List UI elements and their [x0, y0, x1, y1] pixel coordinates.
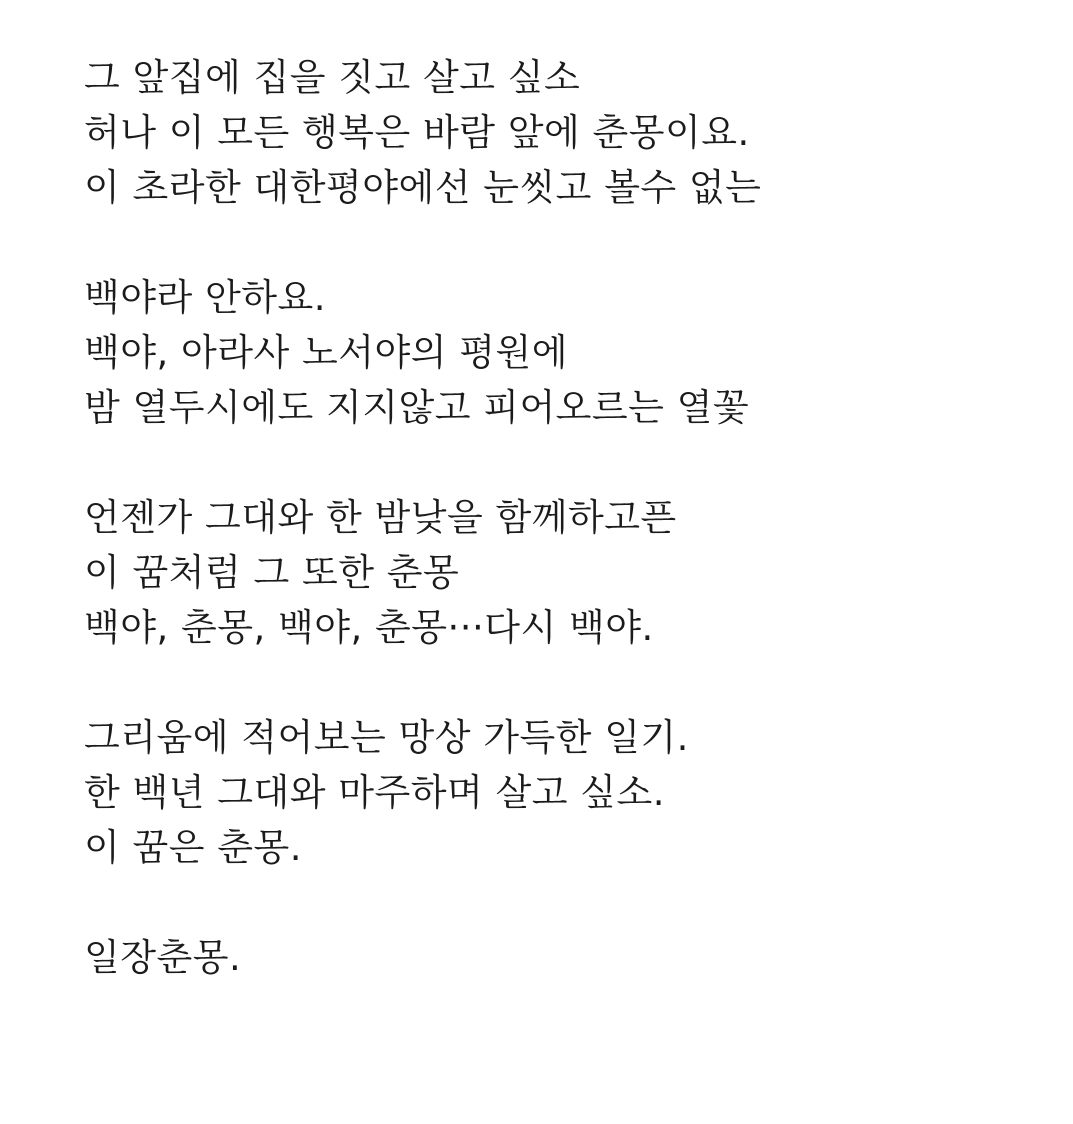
poem-line: 언젠가 그대와 한 밤낮을 함께하고픈 [84, 496, 677, 539]
poem-line: 이 꿈은 춘몽. [84, 826, 302, 869]
poem-line: 밤 열두시에도 지지않고 피어오르는 열꽃 [84, 386, 750, 429]
poem-line: 그리움에 적어보는 망상 가득한 일기. [84, 716, 689, 759]
poem-line: 이 꿈처럼 그 또한 춘몽 [84, 551, 460, 594]
stanza-break [84, 215, 761, 270]
poem-line: 일장춘몽. [84, 936, 242, 979]
poem-line: 이 초라한 대한평야에선 눈씻고 볼수 없는 [84, 166, 762, 209]
poem-line: 백야, 춘몽, 백야, 춘몽···다시 백야. [84, 606, 654, 649]
poem-line: 그 앞집에 집을 짓고 살고 싶소 [84, 56, 581, 99]
poem-line: 허나 이 모든 행복은 바람 앞에 춘몽이요. [84, 111, 750, 154]
stanza-break [84, 875, 761, 930]
stanza-break [84, 435, 761, 490]
stanza-break [84, 655, 761, 710]
poem-line: 한 백년 그대와 마주하며 살고 싶소. [84, 771, 665, 814]
poem-line: 백야라 안하요. [84, 276, 326, 319]
poem-text [84, 50, 761, 985]
poem-line: 백야, 아라사 노서야의 평원에 [84, 331, 568, 374]
